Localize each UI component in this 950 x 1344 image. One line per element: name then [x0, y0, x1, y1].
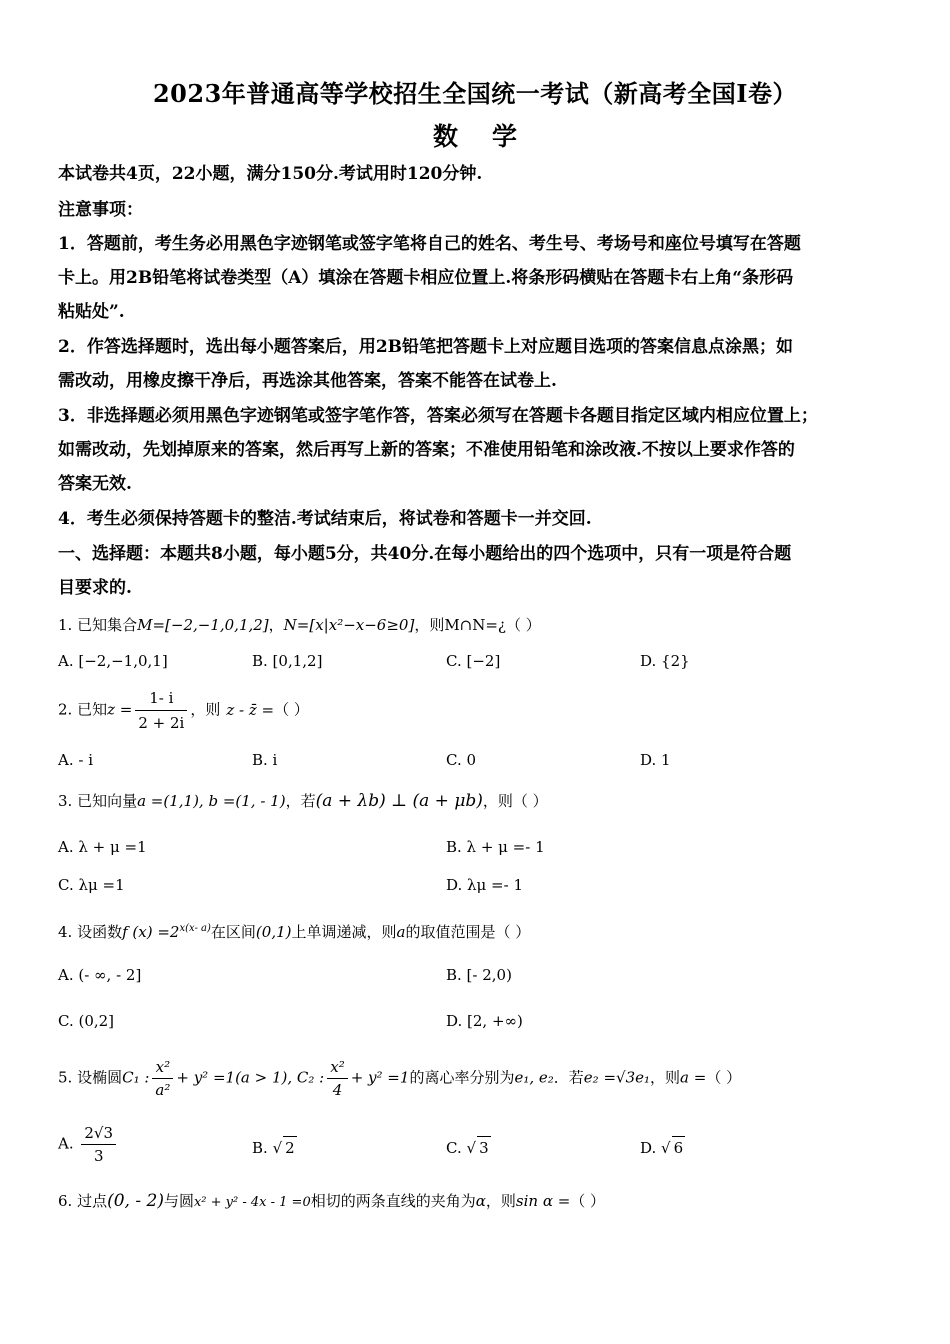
- q2-z-eq: z =: [107, 700, 133, 719]
- sqrt-icon: √ 2: [273, 1139, 297, 1157]
- q1-option-b: B. [0,1,2]: [252, 652, 323, 670]
- sqrt-icon: √ 3: [467, 1139, 491, 1157]
- q3-option-c: C. λμ =1: [58, 876, 125, 894]
- notice-3-line-2: 如需改动，先划掉原来的答案，然后再写上新的答案；不准使用铅笔和涂改液.不按以上要求作答的: [58, 440, 795, 460]
- q5-c1-den: a²: [155, 1081, 171, 1099]
- q4-function: f (x) =2: [122, 923, 180, 941]
- q2-fraction: [135, 686, 187, 735]
- q4-option-b: B. [- 2,0): [446, 966, 512, 984]
- question-3: [58, 790, 908, 812]
- section-heading-line-2: 目要求的.: [58, 578, 132, 598]
- q6-tail: ，则: [485, 1192, 516, 1210]
- q5-answer: a =: [680, 1068, 707, 1087]
- q5-c1-rest: + y² =1(a > 1), C₂ :: [176, 1068, 325, 1087]
- q2-option-a: A. - i: [58, 751, 94, 769]
- q5-option-d: [640, 1136, 685, 1159]
- question-1: [58, 614, 908, 636]
- notice-1-line-1: 1．答题前，考生务必用黑色字迹钢笔或签字笔将自己的姓名、考生号、考场号和座位号填写在答题: [58, 234, 801, 254]
- q2-tail: ，则: [190, 700, 221, 719]
- q4-option-c: C. (0,2]: [58, 1012, 115, 1030]
- q5-c1: C₁ :: [122, 1068, 150, 1087]
- q4-mid2: 上单调递减，则: [291, 923, 397, 941]
- q5-option-a-fraction: [81, 1122, 116, 1167]
- q2-option-c: C. 0: [446, 751, 477, 769]
- q1-set-n: N=[x|x²−x−6≥0]: [283, 616, 415, 634]
- q5-c1-fraction: [152, 1056, 173, 1101]
- notice-2-line-1: 2．作答选择题时，选出每小题答案后，用2B铅笔把答题卡上对应题目选项的答案信息点涂黑；如: [58, 337, 794, 357]
- q6-paren: （ ）: [570, 1192, 606, 1210]
- notice-3-line-1: 3．非选择题必须用黑色字迹钢笔或签字笔作答，答案必须写在答题卡各题目指定区域内相应位置上；: [58, 406, 818, 426]
- q5-c2-rest: + y² =1: [350, 1068, 410, 1087]
- q4-option-a: A. (- ∞, - 2]: [58, 966, 142, 984]
- q4-interval: (0,1): [255, 923, 292, 941]
- notice-3-line-3: 答案无效.: [58, 474, 132, 494]
- q6-angle: α: [475, 1192, 486, 1210]
- exam-summary: 本试卷共4页，22小题，满分150分.考试用时120分钟.: [58, 164, 483, 184]
- q6-point: (0, - 2): [107, 1191, 164, 1211]
- q6-mid2: 相切的两条直线的夹角为: [310, 1192, 476, 1210]
- q5-e: e₁, e₂: [514, 1068, 554, 1087]
- q3-tail: ，则（ ）: [482, 792, 548, 810]
- q4-exponent: x(x- a): [179, 923, 211, 934]
- q5-c2-fraction: [327, 1056, 347, 1101]
- q5-paren: （ ）: [706, 1068, 742, 1087]
- q2-option-d: D. 1: [640, 751, 671, 769]
- q4-var: a: [396, 923, 406, 941]
- q6-circle: x² + y² - 4x - 1 =0: [193, 1195, 311, 1210]
- q1-option-d: D. {2}: [640, 652, 690, 670]
- q5-option-d-value: 6: [672, 1136, 686, 1159]
- q5-c2-den: 4: [332, 1081, 343, 1099]
- q5-option-d-label: D.: [640, 1139, 657, 1157]
- q3-option-a: A. λ + μ =1: [58, 838, 147, 856]
- section-heading-line-1: 一、选择题：本题共8小题，每小题5分，共40分.在每小题给出的四个选项中，只有一项是符合题: [58, 544, 792, 564]
- notice-heading: 注意事项：: [58, 200, 143, 220]
- q4-mid: 在区间: [210, 923, 256, 941]
- q5-tail: ，则: [650, 1068, 681, 1087]
- q2-prefix: 2. 已知: [58, 700, 108, 719]
- q5-option-a: [58, 1122, 119, 1167]
- question-4: [58, 918, 908, 943]
- question-2: [58, 686, 908, 735]
- q3-option-d: D. λμ =- 1: [446, 876, 523, 894]
- q1-tail: ，则M∩N=¿（ ）: [414, 616, 541, 634]
- q5-mid2: ．若: [553, 1068, 584, 1087]
- q2-frac-num: 1- i: [135, 686, 187, 711]
- q6-answer: sin α =: [515, 1192, 571, 1210]
- q5-c2-num: x²: [327, 1056, 347, 1079]
- q3-vectors: a =(1,1), b =(1, - 1): [137, 792, 286, 810]
- q5-option-a-den: 3: [93, 1147, 104, 1165]
- q3-mid: ，若: [285, 792, 316, 810]
- q3-prefix: 3. 已知向量: [58, 792, 138, 810]
- q5-condition: e₂ =√3e₁: [583, 1068, 651, 1087]
- exam-title: 2023年普通高等学校招生全国统一考试（新高考全国Ⅰ卷）: [152, 79, 798, 108]
- q1-option-c: C. [−2]: [446, 652, 501, 670]
- q2-paren: （ ）: [274, 700, 309, 719]
- question-5: [58, 1056, 908, 1101]
- q5-mid: 的离心率分别为: [409, 1068, 515, 1087]
- q5-prefix: 5. 设椭圆: [58, 1068, 123, 1087]
- q5-option-a-label: A.: [58, 1134, 74, 1153]
- q2-option-b: B. i: [252, 751, 278, 769]
- q1-set-m: M=[−2,−1,0,1,2]: [137, 616, 269, 634]
- question-6: [58, 1190, 908, 1214]
- q5-option-b-value: 2: [283, 1136, 297, 1159]
- subject-heading: 数学: [432, 122, 551, 151]
- q5-option-b: [252, 1136, 297, 1159]
- q3-condition: (a + λb) ⊥ (a + μb): [315, 791, 483, 811]
- q4-option-d: D. [2, +∞): [446, 1012, 523, 1030]
- q2-expr: z - z̄ =: [226, 700, 275, 719]
- notice-1-line-3: 粘贴处”.: [58, 302, 125, 322]
- q2-frac-den: 2 + 2i: [138, 714, 185, 732]
- q5-option-c-label: C.: [446, 1139, 462, 1157]
- notice-1-line-2: 卡上。用2B铅笔将试卷类型（A）填涂在答题卡相应位置上.将条形码横贴在答题卡右上角“条形码: [58, 268, 794, 288]
- q4-tail: 的取值范围是（ ）: [405, 923, 531, 941]
- q3-option-b: B. λ + μ =- 1: [446, 838, 545, 856]
- q4-prefix: 4. 设函数: [58, 923, 123, 941]
- q5-option-a-num: 2√3: [81, 1122, 116, 1145]
- notice-4: 4．考生必须保持答题卡的整洁.考试结束后，将试卷和答题卡一并交回.: [58, 509, 592, 529]
- notice-2-line-2: 需改动，用橡皮擦干净后，再选涂其他答案，答案不能答在试卷上.: [58, 371, 557, 391]
- sqrt-icon: √ 6: [661, 1139, 685, 1157]
- q1-option-a: A. [−2,−1,0,1]: [58, 652, 168, 670]
- q6-prefix: 6. 过点: [58, 1192, 108, 1210]
- q5-option-c: [446, 1136, 491, 1159]
- q1-prefix: 1. 已知集合: [58, 616, 138, 634]
- q1-sep: ，: [268, 616, 284, 634]
- q5-c1-num: x²: [152, 1056, 173, 1079]
- q5-option-b-label: B.: [252, 1139, 268, 1157]
- q6-mid: 与圆: [163, 1192, 194, 1210]
- q5-option-c-value: 3: [477, 1136, 491, 1159]
